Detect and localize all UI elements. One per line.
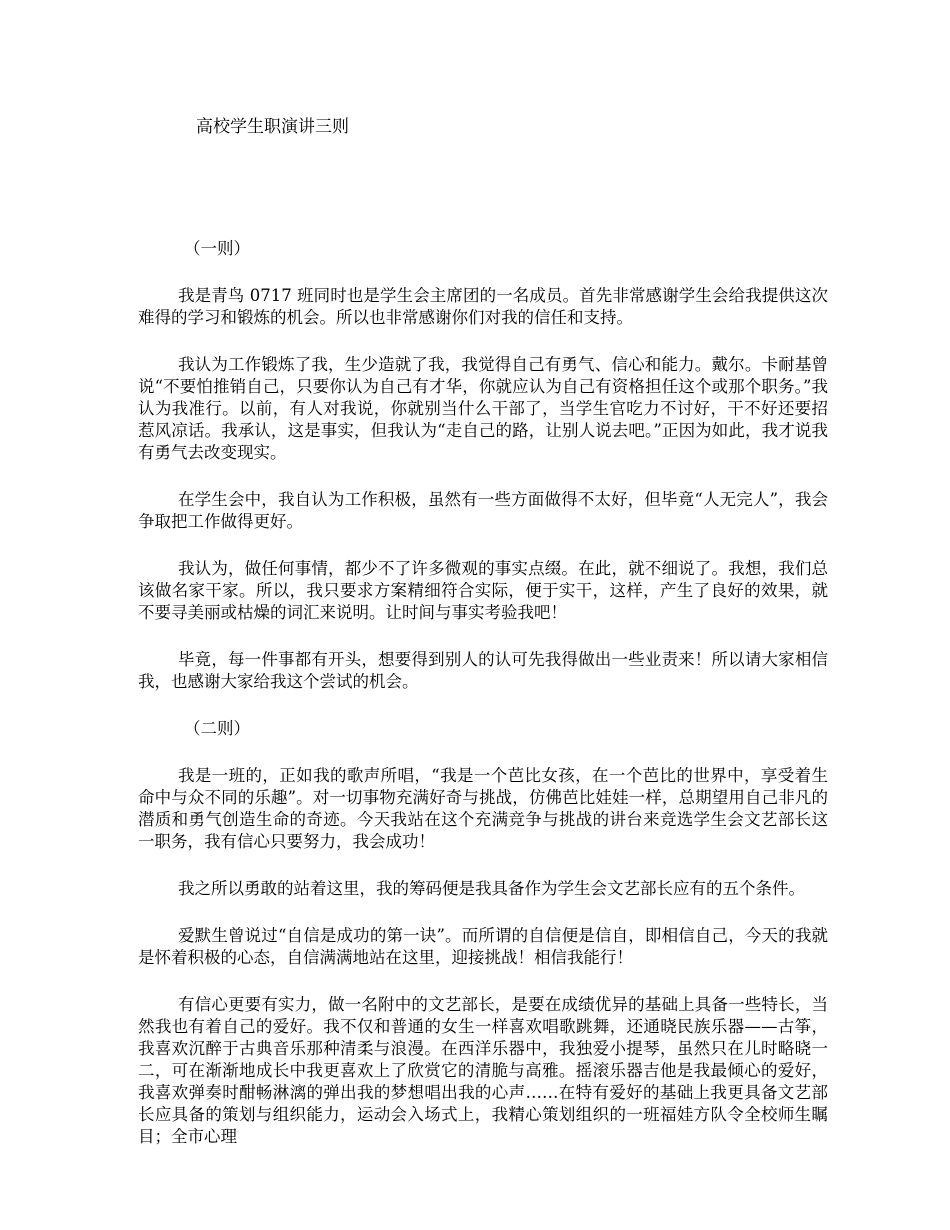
paragraph: 有信心更要有实力，做一名附中的文艺部长，是要在成绩优异的基础上具备一些特长，当然我也有着自己的爱好。我不仅和普通的女生一样喜欢唱歌跳舞，还通晓民族乐器——古筝，我喜欢沉醉于古典音乐那种清柔与浪漫。在西洋乐器中，我独爱小提琴，虽然只在儿时略晓一二，可在渐渐地成长中我更喜欢上了欣赏它的清脆与高雅。摇滚乐器吉他是我最倾心的爱好，我喜欢弹奏时酣畅淋漓的弹出我的梦想唱出我的心声……在特有爱好的基础上我更具备文艺部长应具备的策划与组织能力，运动会入场式上，我精心策划组织的一班福娃方队令全校师生瞩目；全市心理: [138, 995, 828, 1146]
paragraph: 爱默生曾说过“自信是成功的第一诀”。而所谓的自信便是信自，即相信自己，今天的我就是怀着积极的心态，自信满满地站在这里，迎接挑战！相信我能行！: [138, 926, 828, 967]
paragraph: 我认为工作锻炼了我，生少造就了我，我觉得自己有勇气、信心和能力。戴尔。卡耐基曾说“不要怕推销自己，只要你认为自己有才华，你就应认为自己有资格担任这个或那个职务。”我认为我准行。以前，有人对我说，你就别当什么干部了，当学生官吃力不讨好，干不好还要招惹风凉话。我承认，这是事实，但我认为“走自己的路，让别人说去吧。”正因为如此，我才说我有勇气去改变现实。: [138, 355, 828, 462]
document-title: 高校学生职演讲三则: [196, 117, 349, 137]
paragraph: 我是一班的，正如我的歌声所唱，“我是一个芭比女孩，在一个芭比的世界中，享受着生命中与众不同的乐趣”。对一切事物充满好奇与挑战，仿佛芭比娃娃一样，总期望用自己非凡的潜质和勇气创造生命的奇迹。今天我站在这个充满竞争与挑战的讲台来竞选学生会文艺部长这一职务，我有信心只要努力，我会成功！: [138, 766, 828, 851]
paragraph: 在学生会中，我自认为工作积极，虽然有一些方面做得不太好，但毕竟“人无完人”，我会争取把工作做得更好。: [138, 490, 828, 531]
paragraph: 我之所以勇敢的站着这里，我的筹码便是我具备作为学生会文艺部长应有的五个条件。: [178, 879, 805, 898]
paragraph: 我是青鸟 0717 班同时也是学生会主席团的一名成员。首先非常感谢学生会给我提供这次难得的学习和锻炼的机会。所以也非常感谢你们对我的信任和支持。: [138, 286, 828, 327]
paragraph: 我认为，做任何事情，都少不了许多微观的事实点缀。在此，就不细说了。我想，我们总该做名家干家。所以，我只要求方案精细符合实际，便于实干，这样，产生了良好的效果，就不要寻美丽或枯燥的词汇来说明。让时间与事实考验我吧！: [138, 559, 828, 622]
paragraph: 毕竟，每一件事都有开头，想要得到别人的认可先我得做出一些业责来！所以请大家相信我，也感谢大家给我这个尝试的机会。: [138, 650, 828, 691]
section-heading-1: （一则）: [184, 239, 250, 258]
section-heading-2: （二则）: [184, 719, 250, 738]
document-body: [138, 238, 828, 1173]
